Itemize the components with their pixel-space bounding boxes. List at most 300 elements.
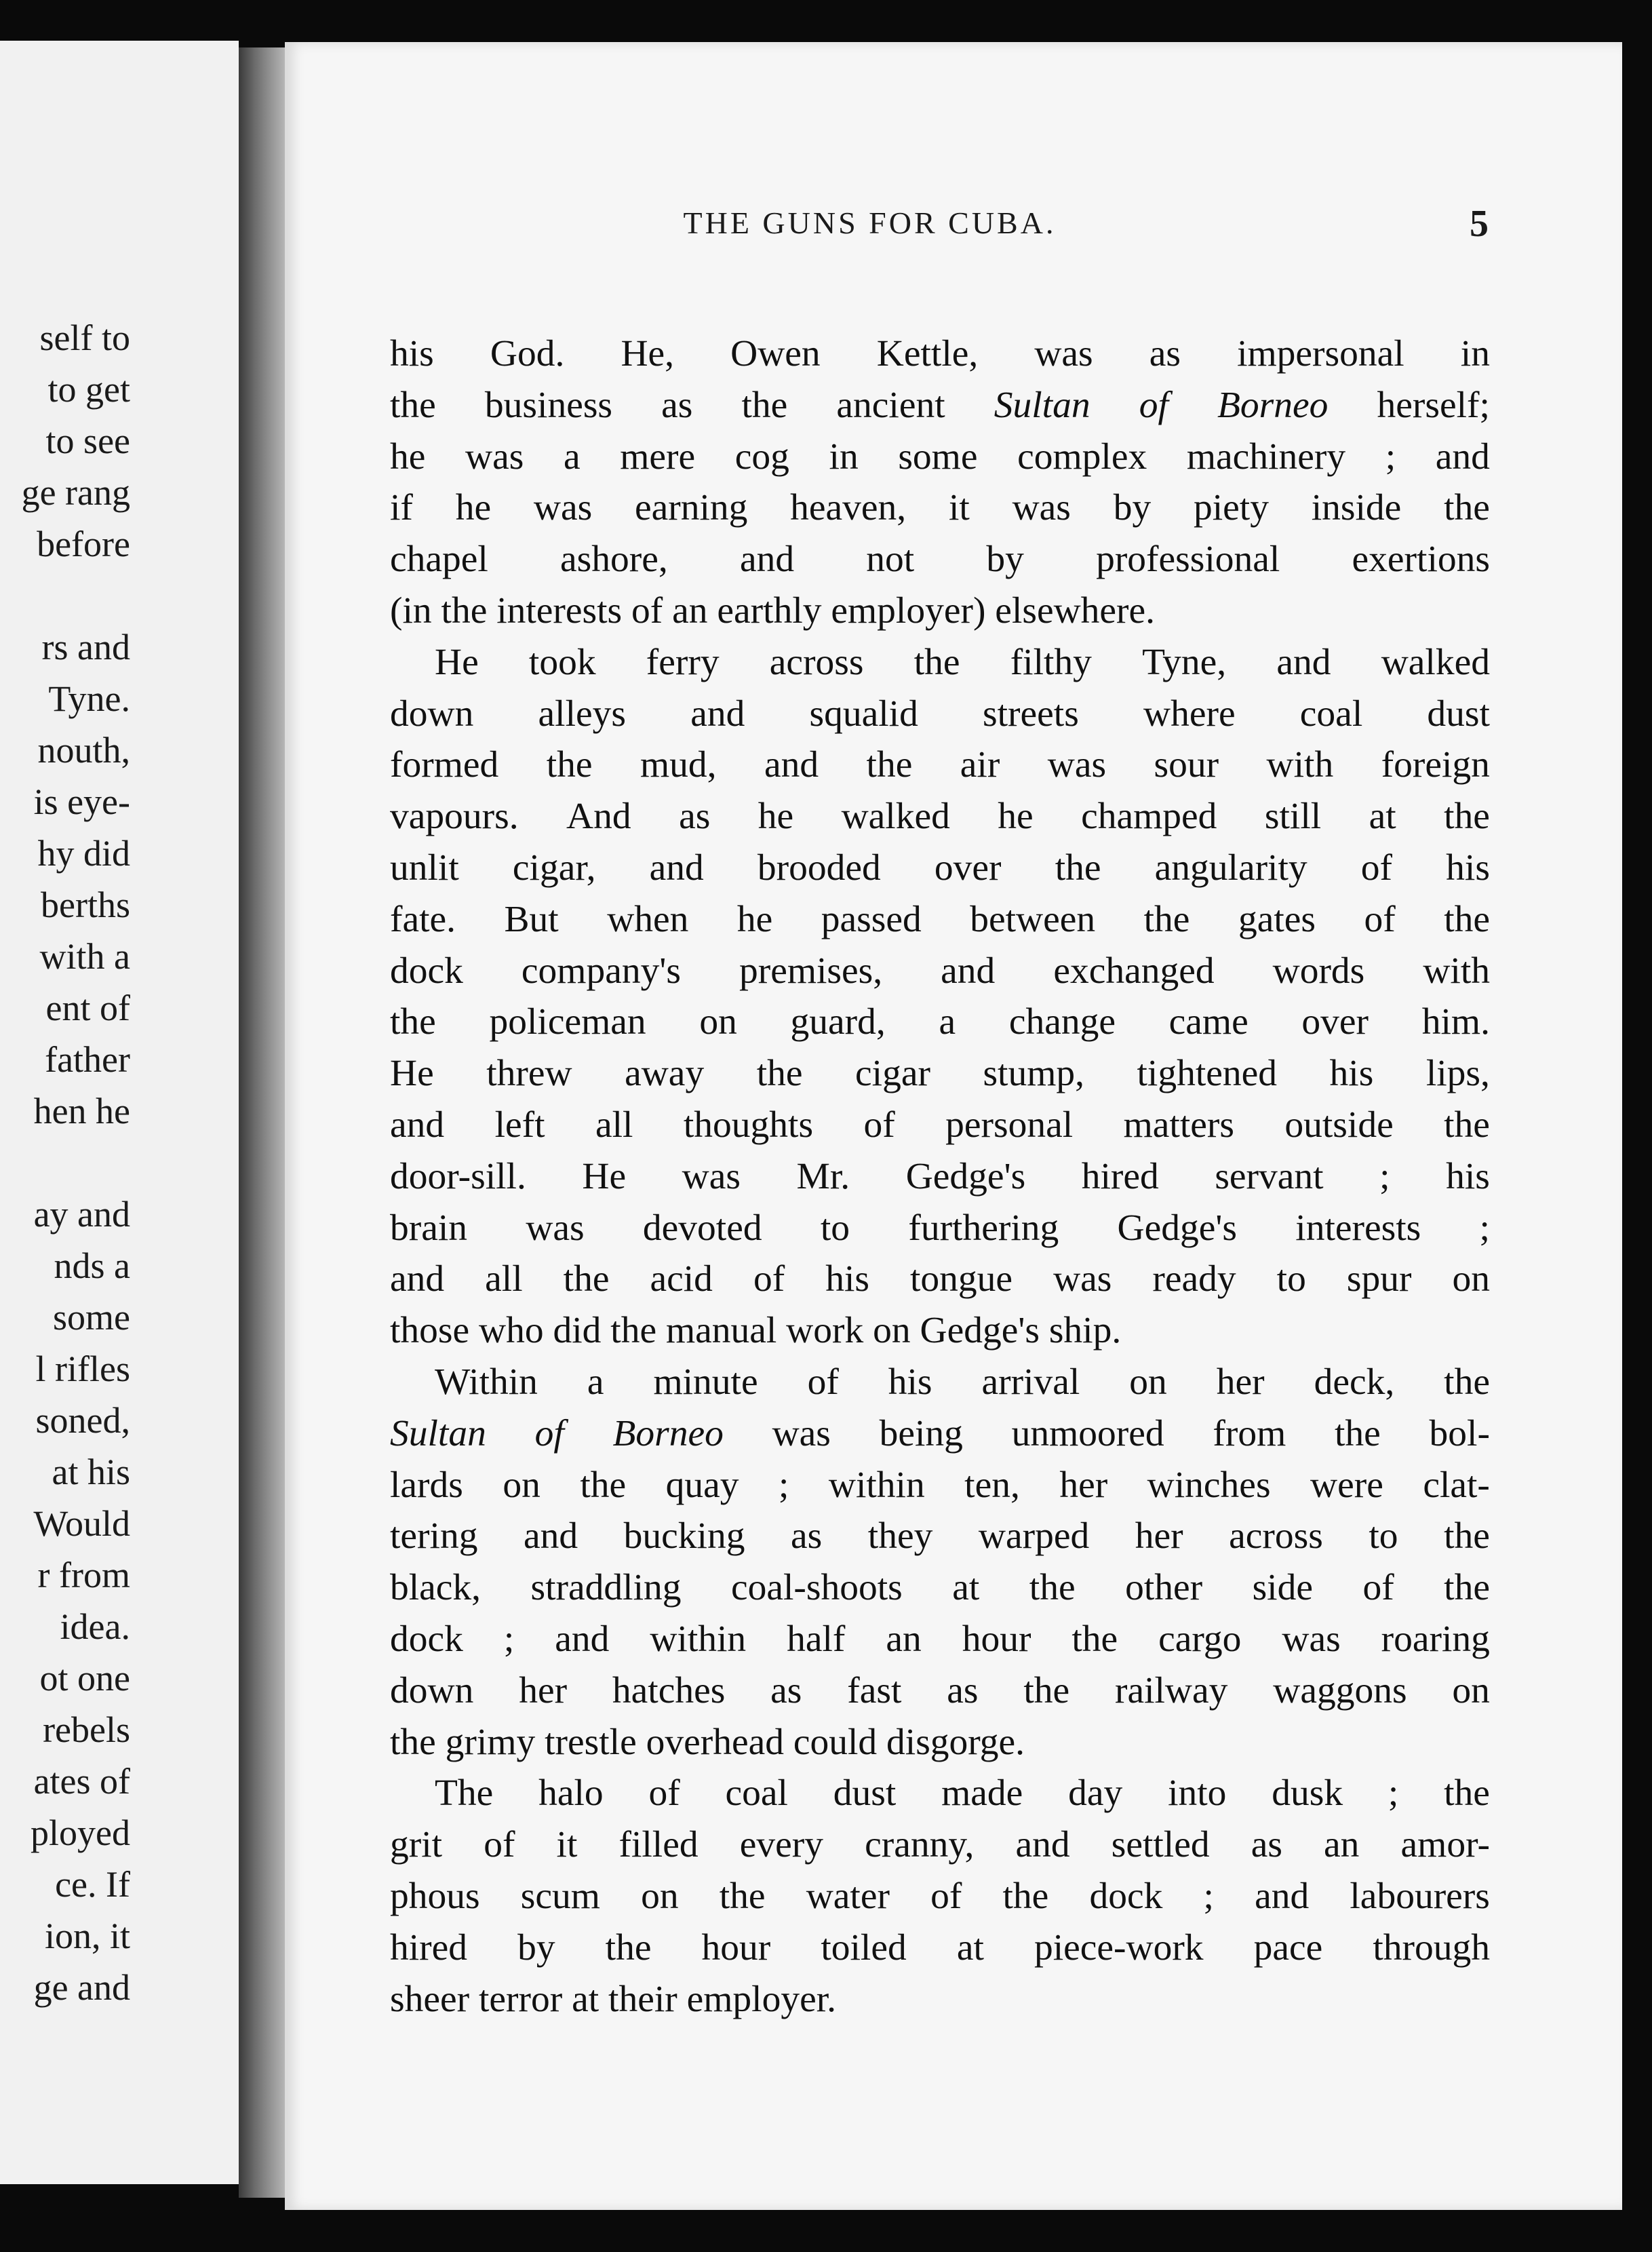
word: to xyxy=(1369,1515,1398,1557)
word: vapours. xyxy=(390,796,519,838)
word: brain xyxy=(390,1207,468,1249)
left-fragment-line: hy did xyxy=(37,833,130,874)
word: half xyxy=(787,1618,846,1660)
left-fragment-line: Would xyxy=(33,1503,130,1544)
word: of xyxy=(1360,847,1393,889)
word: the xyxy=(546,744,593,786)
word: the xyxy=(1444,487,1490,529)
word: Gedge's xyxy=(905,1155,1026,1197)
word: lips, xyxy=(1425,1053,1490,1095)
word: her xyxy=(1135,1515,1183,1557)
text-line xyxy=(390,482,1490,534)
word: squalid xyxy=(809,693,918,735)
word: was xyxy=(772,1412,831,1454)
word: coal-shoots xyxy=(730,1567,903,1609)
text-line xyxy=(390,1819,1490,1871)
word: his xyxy=(1329,1053,1374,1095)
word: on xyxy=(641,1875,679,1917)
word: down xyxy=(390,1669,474,1711)
text-line xyxy=(390,946,1490,997)
word: outside xyxy=(1284,1104,1394,1146)
left-fragment-line: ay and xyxy=(33,1194,130,1235)
word: piety xyxy=(1193,487,1269,529)
word: the xyxy=(1023,1669,1070,1711)
word: roaring xyxy=(1381,1618,1490,1660)
word: across xyxy=(1229,1515,1323,1557)
word: hatches xyxy=(612,1669,726,1711)
word: the xyxy=(1071,1618,1118,1660)
word: machinery xyxy=(1186,435,1346,478)
word: if xyxy=(390,487,413,529)
word: and xyxy=(739,539,795,581)
word: God. xyxy=(490,333,565,374)
word: pace xyxy=(1253,1926,1323,1968)
word: at xyxy=(1369,796,1396,838)
text-line xyxy=(390,380,1490,431)
word: threw xyxy=(486,1053,572,1095)
left-fragment-line: rebels xyxy=(43,1709,130,1750)
word: her xyxy=(519,1669,568,1711)
word: and xyxy=(390,1258,445,1300)
word: he xyxy=(455,487,492,529)
facing-page-text xyxy=(0,312,130,2013)
word: and xyxy=(649,847,704,889)
word: as xyxy=(947,1669,979,1711)
word: ; xyxy=(1388,1772,1399,1814)
word: bol- xyxy=(1429,1412,1490,1454)
word: tering xyxy=(390,1515,478,1557)
text-line xyxy=(390,1922,1490,1974)
word: the xyxy=(1444,796,1490,838)
word: unlit xyxy=(390,847,459,889)
ship-name-word: Sultan xyxy=(994,384,1090,426)
word: over xyxy=(1301,1001,1369,1043)
word: dock xyxy=(1089,1875,1163,1917)
word: all xyxy=(595,1104,633,1146)
word: winches xyxy=(1147,1464,1271,1506)
word: interests xyxy=(1295,1207,1421,1249)
word: him. xyxy=(1421,1001,1490,1043)
word: gates xyxy=(1238,898,1316,940)
word: by xyxy=(986,539,1024,581)
text-line xyxy=(390,1768,1490,1819)
left-fragment-line: Tyne. xyxy=(48,678,130,719)
word: where xyxy=(1143,693,1236,735)
text-line xyxy=(390,1151,1490,1203)
word: champed xyxy=(1081,796,1217,838)
word: filthy xyxy=(1010,641,1092,683)
word: He xyxy=(390,1053,434,1095)
word: came xyxy=(1168,1001,1248,1043)
word: streets xyxy=(983,693,1079,735)
word: air xyxy=(960,744,1000,786)
word: ; xyxy=(778,1464,789,1506)
word: as xyxy=(791,1515,823,1557)
word: Owen xyxy=(730,333,821,374)
word: was xyxy=(1034,333,1093,374)
word: heaven, xyxy=(790,487,907,529)
word: as xyxy=(1149,333,1181,374)
word: quay xyxy=(665,1464,739,1506)
word: door-sill. xyxy=(390,1155,526,1197)
word: when xyxy=(607,898,689,940)
word: away xyxy=(625,1053,705,1095)
left-fragment-line: ent of xyxy=(45,988,130,1028)
word: hired xyxy=(1081,1155,1159,1197)
word: they xyxy=(867,1515,933,1557)
word: it xyxy=(556,1824,578,1866)
word: he xyxy=(758,796,794,838)
text-line xyxy=(390,739,1490,791)
text-line: sheer terror at their employer. xyxy=(390,1978,837,2020)
word: at xyxy=(956,1926,984,1968)
word: left xyxy=(494,1104,545,1146)
word: scum xyxy=(520,1875,600,1917)
word: was xyxy=(526,1207,585,1249)
word: And xyxy=(566,796,631,838)
word: of xyxy=(807,1361,839,1403)
word: ferry xyxy=(646,641,720,683)
word: the xyxy=(1444,898,1490,940)
word: her xyxy=(1059,1464,1108,1506)
word: the xyxy=(1444,1515,1490,1557)
word: black, xyxy=(390,1567,481,1609)
word: business xyxy=(484,384,613,426)
word: an xyxy=(886,1618,922,1660)
left-fragment-line: self to xyxy=(39,317,130,358)
left-paragraph-gap xyxy=(0,570,130,621)
text-line xyxy=(390,1665,1490,1717)
word: to xyxy=(1276,1258,1306,1300)
word: as xyxy=(679,796,711,838)
text-line xyxy=(390,534,1490,585)
text-line xyxy=(390,996,1490,1048)
text-line: (in the interests of an earthly employer) elsewhere. xyxy=(390,589,1156,632)
word: acid xyxy=(650,1258,713,1300)
word: stump, xyxy=(983,1053,1085,1095)
word: and xyxy=(555,1618,610,1660)
page-header xyxy=(387,205,1489,266)
word: matters xyxy=(1123,1104,1234,1146)
page-right xyxy=(285,42,1622,2210)
paragraph xyxy=(390,637,1490,1357)
text-line xyxy=(390,1614,1490,1665)
word: into xyxy=(1168,1772,1227,1814)
word: of xyxy=(863,1104,895,1146)
word: of xyxy=(484,1824,515,1866)
word: complex xyxy=(1017,435,1147,478)
word: and xyxy=(941,950,996,992)
word: over xyxy=(934,847,1002,889)
word: He xyxy=(435,641,479,683)
word: as xyxy=(770,1669,802,1711)
word: not xyxy=(866,539,915,581)
word: every xyxy=(739,1824,823,1866)
word: clat- xyxy=(1423,1464,1490,1506)
word: his xyxy=(825,1258,869,1300)
word: piece-work xyxy=(1034,1926,1204,1968)
word: ; xyxy=(1479,1207,1490,1249)
word: straddling xyxy=(530,1567,682,1609)
word: ten, xyxy=(964,1464,1020,1506)
word: were xyxy=(1310,1464,1383,1506)
word: the xyxy=(1444,1104,1490,1146)
word: fast xyxy=(847,1669,902,1711)
word: a xyxy=(563,435,581,478)
page-number: 5 xyxy=(1470,203,1489,245)
word: arrival xyxy=(981,1361,1080,1403)
word: and xyxy=(524,1515,578,1557)
word: Within xyxy=(435,1361,538,1403)
word: and xyxy=(1276,641,1331,683)
word: settled xyxy=(1111,1824,1210,1866)
word: on xyxy=(1452,1258,1490,1300)
word: policeman xyxy=(489,1001,646,1043)
word: within xyxy=(828,1464,925,1506)
ship-name-word: of xyxy=(534,1412,564,1454)
word: and xyxy=(1255,1875,1310,1917)
word: by xyxy=(1113,487,1152,529)
word: the xyxy=(741,384,788,426)
word: he xyxy=(736,898,773,940)
word: the xyxy=(390,1001,436,1043)
word: the xyxy=(563,1258,610,1300)
word: hour xyxy=(701,1926,771,1968)
word: exertions xyxy=(1352,539,1490,581)
word: and xyxy=(764,744,819,786)
paragraph xyxy=(390,328,1490,637)
left-fragment-line: father xyxy=(45,1039,130,1080)
word: grit xyxy=(390,1824,443,1866)
left-fragment-line: soned, xyxy=(35,1400,130,1441)
text-line xyxy=(390,328,1490,380)
word: other xyxy=(1125,1567,1203,1609)
left-fragment-line: rs and xyxy=(41,627,130,667)
word: Gedge's xyxy=(1117,1207,1237,1249)
word: formed xyxy=(390,744,499,786)
word: unmoored xyxy=(1011,1412,1164,1454)
word: inside xyxy=(1311,487,1402,529)
word: was xyxy=(1053,1258,1112,1300)
word: his xyxy=(1446,847,1490,889)
word: professional xyxy=(1096,539,1280,581)
word: and xyxy=(1435,435,1490,478)
word: But xyxy=(504,898,559,940)
word: words xyxy=(1272,950,1365,992)
text-line xyxy=(390,1871,1490,1922)
word: made xyxy=(941,1772,1023,1814)
text-line xyxy=(390,1254,1490,1305)
left-fragment-line: is eye- xyxy=(33,781,130,822)
word: he xyxy=(998,796,1034,838)
word: mere xyxy=(620,435,696,478)
text-line: those who did the manual work on Gedge's ship. xyxy=(390,1310,1122,1352)
word: a xyxy=(587,1361,604,1403)
word: premises, xyxy=(739,950,883,992)
word: devoted xyxy=(642,1207,762,1249)
text-line xyxy=(390,1562,1490,1614)
left-fragment-line: ge rang xyxy=(21,472,130,513)
word: day xyxy=(1068,1772,1123,1814)
word: impersonal xyxy=(1237,333,1404,374)
word: was xyxy=(533,487,593,529)
word: her xyxy=(1216,1361,1265,1403)
left-fragment-line: at his xyxy=(52,1452,130,1492)
text-line xyxy=(390,1460,1490,1511)
word: tightened xyxy=(1137,1053,1278,1095)
word: the xyxy=(1444,1361,1490,1403)
word: all xyxy=(485,1258,523,1300)
text-line xyxy=(390,894,1490,946)
word: chapel xyxy=(390,539,488,581)
left-fragment-line: nds a xyxy=(54,1245,130,1286)
text-line xyxy=(390,791,1490,842)
word: was xyxy=(1012,487,1071,529)
word: the xyxy=(1002,1875,1049,1917)
word: on xyxy=(503,1464,540,1506)
word: coal xyxy=(1299,693,1363,735)
word: angularity xyxy=(1154,847,1307,889)
word: dock xyxy=(390,950,463,992)
word: on xyxy=(699,1001,737,1043)
word: the xyxy=(580,1464,627,1506)
word: he xyxy=(390,435,426,478)
word: waggons xyxy=(1273,1669,1407,1711)
word: was xyxy=(465,435,524,478)
text-line xyxy=(390,637,1490,688)
word: at xyxy=(952,1567,980,1609)
left-fragment-line: ge and xyxy=(33,1967,130,2008)
facing-page-left xyxy=(0,41,239,2184)
left-fragment-line: berths xyxy=(41,885,130,925)
word: the xyxy=(1335,1412,1381,1454)
body-text xyxy=(390,328,1490,2025)
word: fate. xyxy=(390,898,456,940)
word: and xyxy=(690,693,745,735)
word: phous xyxy=(390,1875,480,1917)
word: foreign xyxy=(1381,744,1490,786)
text-line xyxy=(390,1511,1490,1562)
word: lards xyxy=(390,1464,463,1506)
text-line xyxy=(390,1357,1490,1408)
word: alleys xyxy=(538,693,626,735)
text-line xyxy=(390,1203,1490,1254)
word: water xyxy=(806,1875,890,1917)
left-fragment-line: r from xyxy=(37,1555,130,1595)
text-line xyxy=(390,431,1490,483)
word: walked xyxy=(841,796,950,838)
text-line xyxy=(390,1100,1490,1151)
word: dust xyxy=(833,1772,897,1814)
left-fragment-line: nouth, xyxy=(37,730,130,771)
word: cargo xyxy=(1158,1618,1242,1660)
paragraph xyxy=(390,1357,1490,1768)
word: dusk xyxy=(1272,1772,1343,1814)
word: cigar xyxy=(855,1053,930,1095)
word: was xyxy=(1282,1618,1341,1660)
word: the xyxy=(756,1053,803,1095)
word: the xyxy=(1029,1567,1076,1609)
word: amor- xyxy=(1400,1824,1490,1866)
left-fragment-line: ates of xyxy=(33,1761,130,1802)
word: as xyxy=(661,384,693,426)
word: dock xyxy=(390,1618,463,1660)
word: thoughts xyxy=(683,1104,814,1146)
word: cigar, xyxy=(512,847,596,889)
word: warped xyxy=(978,1515,1090,1557)
word: ready xyxy=(1152,1258,1236,1300)
running-head: THE GUNS FOR CUBA. xyxy=(683,206,1057,240)
left-fragment-line: ployed xyxy=(31,1812,130,1853)
word: bucking xyxy=(623,1515,745,1557)
word: exchanged xyxy=(1053,950,1215,992)
word: was xyxy=(682,1155,741,1197)
paragraph xyxy=(390,1768,1490,2025)
word: his xyxy=(390,333,434,374)
word: passed xyxy=(821,898,922,940)
word: being xyxy=(879,1412,963,1454)
word: with xyxy=(1266,744,1334,786)
word: of xyxy=(930,1875,962,1917)
word: hour xyxy=(962,1618,1031,1660)
left-fragment-line: ce. If xyxy=(55,1864,130,1905)
word: toiled xyxy=(821,1926,907,1968)
word: his xyxy=(1446,1155,1490,1197)
word: was xyxy=(1047,744,1107,786)
word: He, xyxy=(621,333,675,374)
word: and xyxy=(390,1104,445,1146)
word: guard, xyxy=(790,1001,886,1043)
word: ; xyxy=(1379,1155,1390,1197)
word: the xyxy=(719,1875,766,1917)
word: change xyxy=(1008,1001,1116,1043)
word: the xyxy=(605,1926,652,1968)
word: earning xyxy=(634,487,748,529)
text-line xyxy=(390,1048,1490,1100)
word: railway xyxy=(1114,1669,1228,1711)
word: his xyxy=(888,1361,932,1403)
word: within xyxy=(650,1618,747,1660)
word: coal xyxy=(725,1772,788,1814)
left-fragment-line: ot one xyxy=(39,1658,130,1698)
word: it xyxy=(948,487,970,529)
word: some xyxy=(898,435,978,478)
word: of xyxy=(648,1772,680,1814)
word: sour xyxy=(1154,744,1219,786)
text-line xyxy=(390,842,1490,894)
word: the xyxy=(390,384,436,426)
text-line: the grimy trestle overhead could disgorge. xyxy=(390,1721,1025,1763)
word: brooded xyxy=(757,847,881,889)
word: a xyxy=(939,1001,956,1043)
word: minute xyxy=(653,1361,758,1403)
word: across xyxy=(769,641,864,683)
left-fragment-line: to get xyxy=(47,369,130,410)
left-fragment-line: with a xyxy=(39,936,130,977)
word: hired xyxy=(390,1926,468,1968)
word: ; xyxy=(1203,1875,1214,1917)
word: an xyxy=(1324,1824,1360,1866)
word: filled xyxy=(618,1824,699,1866)
ship-name-word: Sultan xyxy=(390,1412,486,1454)
word: in xyxy=(829,435,859,478)
word: with xyxy=(1423,950,1490,992)
left-fragment-line: idea. xyxy=(60,1606,130,1647)
left-fragment-line: to see xyxy=(45,421,130,461)
word: of xyxy=(1364,898,1396,940)
left-fragment-line: hen he xyxy=(33,1091,130,1131)
book-gutter xyxy=(239,47,286,2198)
